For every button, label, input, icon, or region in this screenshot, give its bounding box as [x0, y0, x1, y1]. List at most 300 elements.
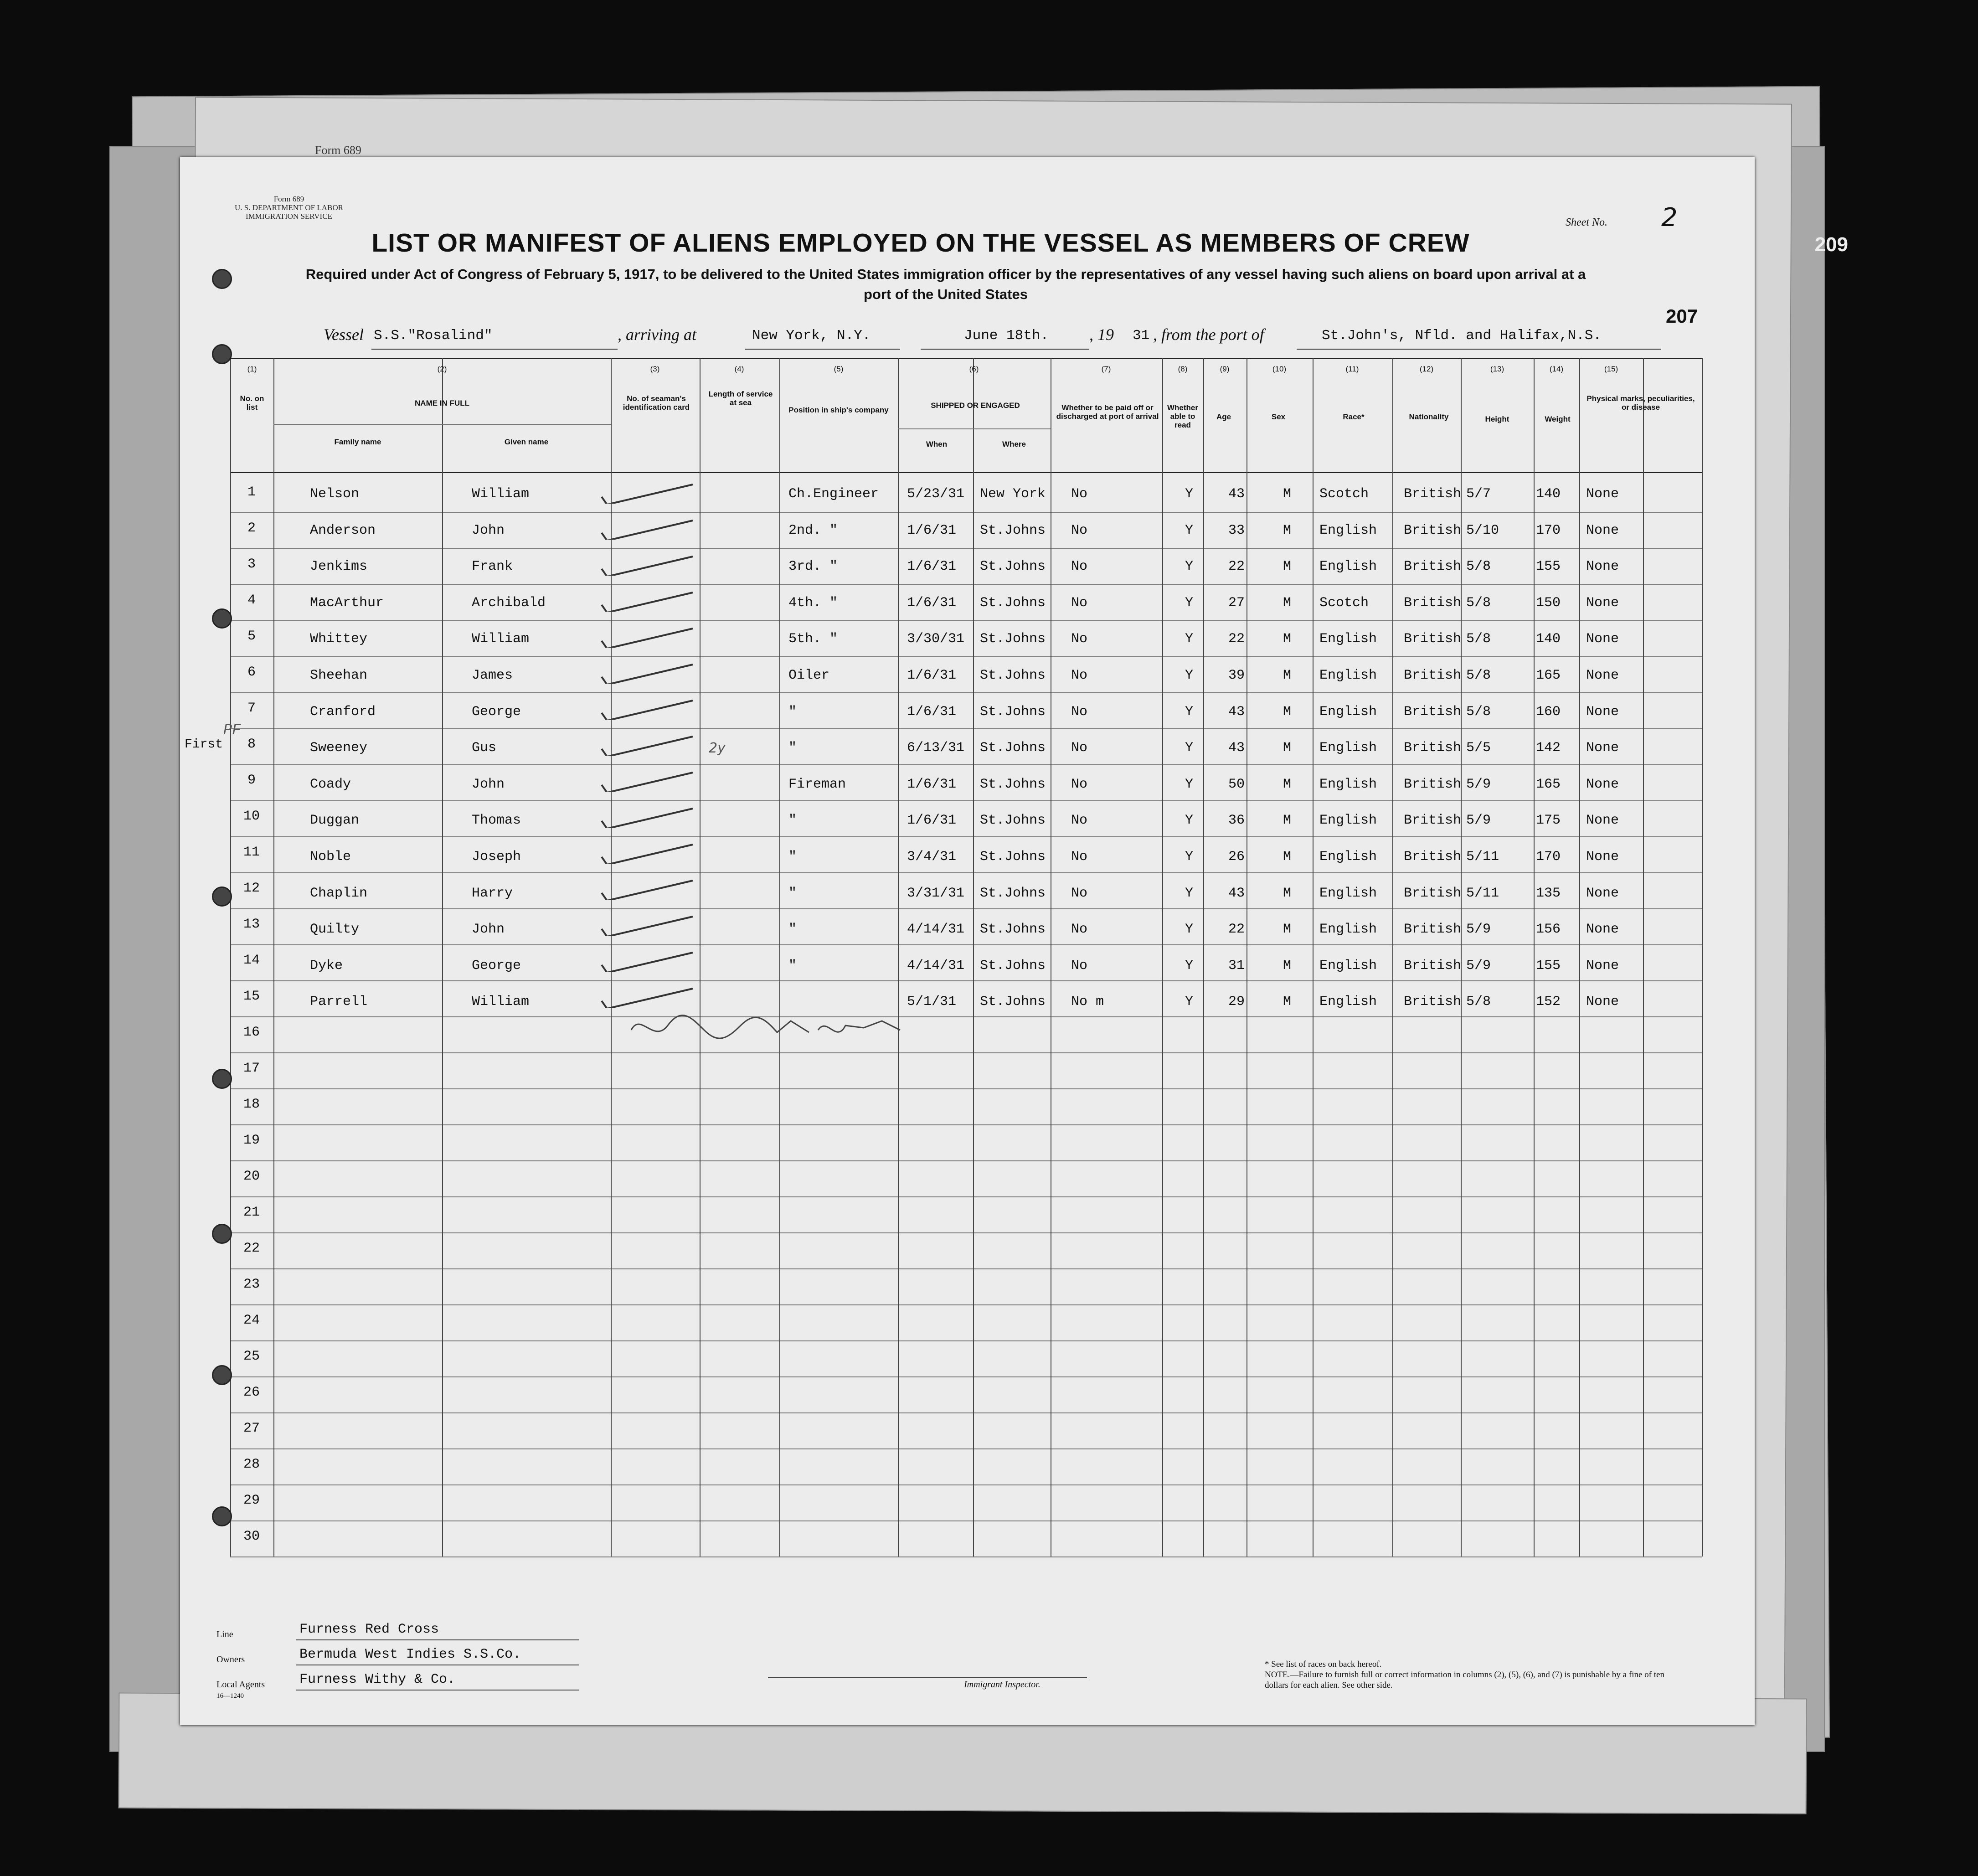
cell-read: Y — [1185, 849, 1194, 865]
check-mark-icon — [597, 913, 697, 936]
cell-position: 5th. " — [788, 631, 838, 647]
cell-sex: M — [1283, 486, 1292, 502]
crew-table — [180, 157, 1755, 1725]
row-number: 20 — [243, 1169, 260, 1184]
cell-family: Sweeney — [310, 740, 368, 756]
cell-race: English — [1319, 522, 1377, 538]
cell-given: James — [472, 668, 513, 683]
cell-when: 1/6/31 — [907, 704, 957, 720]
column-rule — [779, 358, 780, 1556]
cell-where: St.Johns — [980, 849, 1046, 865]
cell-height: 5/11 — [1466, 849, 1499, 865]
cell-position: " — [788, 885, 797, 901]
cell-weight: 152 — [1536, 994, 1561, 1010]
cell-race: English — [1319, 559, 1377, 575]
check-mark-icon — [597, 733, 697, 756]
row-number: 12 — [243, 881, 260, 896]
row-rule — [230, 1268, 1702, 1269]
cell-nationality: British — [1404, 559, 1462, 575]
row-number: 15 — [243, 989, 260, 1004]
cell-height: 5/9 — [1466, 776, 1491, 792]
column-number: (11) — [1345, 365, 1359, 373]
cell-where: St.Johns — [980, 922, 1046, 938]
cell-nationality: British — [1404, 595, 1462, 611]
cell-when: 3/30/31 — [907, 631, 965, 647]
column-rule — [898, 358, 899, 1556]
cell-race: Scotch — [1319, 595, 1369, 611]
column-number: (7) — [1101, 365, 1111, 373]
cell-when: 1/6/31 — [907, 813, 957, 829]
row-rule — [230, 1304, 1702, 1305]
cell-when: 1/6/31 — [907, 776, 957, 792]
name-sub-rule — [273, 424, 611, 425]
punch-hole — [212, 344, 232, 364]
cell-position: " — [788, 740, 797, 756]
cell-age: 43 — [1228, 885, 1245, 901]
form-id: Form 689 U. S. DEPARTMENT OF LABOR IMMIGRATION SERVICE — [235, 195, 343, 221]
cell-race: English — [1319, 849, 1377, 865]
cell-position: 4th. " — [788, 595, 838, 611]
row-rule — [230, 620, 1702, 621]
cell-read: Y — [1185, 522, 1194, 538]
sheet-number: 2 — [1661, 203, 1678, 232]
cell-weight: 140 — [1536, 631, 1561, 647]
row-rule — [230, 1088, 1702, 1089]
cell-given: John — [472, 522, 505, 538]
cell-weight: 156 — [1536, 922, 1561, 938]
header-no-on-list: No. on list — [240, 394, 264, 412]
cell-age: 31 — [1228, 958, 1245, 974]
cell-sex: M — [1283, 522, 1292, 538]
check-mark-icon — [597, 841, 697, 864]
page-title: LIST OR MANIFEST OF ALIENS EMPLOYED ON THE VESSEL AS MEMBERS OF CREW — [371, 228, 1470, 258]
cell-age: 43 — [1228, 740, 1245, 756]
punch-hole — [212, 1506, 232, 1526]
cell-sex: M — [1283, 994, 1292, 1010]
header-physical: Physical marks, peculiarities, or disease — [1587, 394, 1695, 412]
cell-where: St.Johns — [980, 595, 1046, 611]
cell-weight: 165 — [1536, 776, 1561, 792]
cell-height: 5/9 — [1466, 958, 1491, 974]
footnote: * See list of races on back hereof. NOTE.—Failure to furnish full or correct information in columns (2), (5), (6), and (7) is punishable by a fine of ten dollars for each alien. See other side. — [1265, 1660, 1664, 1690]
column-number: (2) — [437, 365, 447, 373]
row-rule — [230, 1052, 1702, 1053]
cell-weight: 142 — [1536, 740, 1561, 756]
column-number: (10) — [1272, 365, 1287, 373]
cell-sex: M — [1283, 849, 1292, 865]
column-number: (15) — [1604, 365, 1618, 373]
cell-nationality: British — [1404, 885, 1462, 901]
cell-position: " — [788, 849, 797, 865]
row-number: 24 — [243, 1313, 260, 1328]
column-number: (3) — [650, 365, 660, 373]
header-nationality: Nationality — [1409, 412, 1449, 421]
cell-where: St.Johns — [980, 958, 1046, 974]
row-number: 27 — [243, 1421, 260, 1436]
cell-where: St.Johns — [980, 631, 1046, 647]
cell-position: Oiler — [788, 668, 830, 683]
row-number: 6 — [247, 665, 256, 680]
header-given-name: Given name — [504, 438, 549, 446]
cell-marks: None — [1586, 885, 1619, 901]
check-mark-icon — [597, 481, 697, 504]
cell-marks: None — [1586, 813, 1619, 829]
cell-position: " — [788, 958, 797, 974]
margin-note-first: First — [185, 737, 223, 752]
cell-marks: None — [1586, 668, 1619, 683]
cell-marks: None — [1586, 958, 1619, 974]
from-port-label: , from the port of — [1153, 325, 1264, 344]
cell-height: 5/8 — [1466, 631, 1491, 647]
cell-paid: No m — [1071, 994, 1104, 1010]
cell-where: St.Johns — [980, 704, 1046, 720]
punch-hole — [212, 1224, 232, 1244]
cell-given: John — [472, 776, 505, 792]
cell-marks: None — [1586, 849, 1619, 865]
cell-position: " — [788, 704, 797, 720]
row-rule — [230, 1196, 1702, 1197]
row-rule — [230, 1016, 1702, 1017]
line-label: Line — [216, 1629, 233, 1639]
row-number: 1 — [247, 484, 256, 500]
cell-nationality: British — [1404, 958, 1462, 974]
check-mark-icon — [597, 625, 697, 648]
cell-where: St.Johns — [980, 994, 1046, 1010]
cell-weight: 170 — [1536, 522, 1561, 538]
cell-given: Gus — [472, 740, 497, 756]
cell-age: 43 — [1228, 486, 1245, 502]
cell-family: Noble — [310, 849, 351, 865]
cell-where: St.Johns — [980, 813, 1046, 829]
cell-paid: No — [1071, 704, 1088, 720]
row-rule — [230, 1484, 1702, 1485]
cell-race: English — [1319, 631, 1377, 647]
row-number: 14 — [243, 953, 260, 968]
cell-nationality: British — [1404, 486, 1462, 502]
cell-service: 2y — [709, 740, 726, 757]
header-name-in-full: NAME IN FULL — [415, 399, 469, 407]
cell-read: Y — [1185, 595, 1194, 611]
column-number: (4) — [734, 365, 744, 373]
row-rule — [230, 548, 1702, 549]
cell-given: William — [472, 994, 530, 1010]
cell-height: 5/9 — [1466, 813, 1491, 829]
cell-race: English — [1319, 994, 1377, 1010]
cell-marks: None — [1586, 994, 1619, 1010]
header-weight: Weight — [1545, 415, 1571, 423]
cell-family: Anderson — [310, 522, 376, 538]
cell-family: Cranford — [310, 704, 376, 720]
column-number: (12) — [1419, 365, 1434, 373]
cell-age: 27 — [1228, 595, 1245, 611]
cell-age: 22 — [1228, 922, 1245, 938]
cell-sex: M — [1283, 595, 1292, 611]
column-rule — [1643, 358, 1644, 1556]
cell-sex: M — [1283, 559, 1292, 575]
cell-family: Parrell — [310, 994, 368, 1010]
column-number: (9) — [1220, 365, 1230, 373]
cell-family: Coady — [310, 776, 351, 792]
cell-sex: M — [1283, 704, 1292, 720]
cell-height: 5/7 — [1466, 486, 1491, 502]
cell-given: John — [472, 922, 505, 938]
row-rule — [230, 980, 1702, 981]
owners-value: Bermuda West Indies S.S.Co. — [299, 1647, 521, 1662]
cell-where: St.Johns — [980, 522, 1046, 538]
punch-hole — [212, 886, 232, 907]
cell-family: Quilty — [310, 922, 360, 938]
cell-family: Whittey — [310, 631, 368, 647]
cell-paid: No — [1071, 740, 1088, 756]
row-rule — [230, 1556, 1702, 1557]
column-rule — [1392, 358, 1393, 1556]
check-mark-icon — [597, 517, 697, 540]
cell-position: " — [788, 813, 797, 829]
row-number: 2 — [247, 521, 256, 536]
cell-nationality: British — [1404, 522, 1462, 538]
row-rule — [230, 656, 1702, 657]
cell-position: 2nd. " — [788, 522, 838, 538]
cell-when: 5/23/31 — [907, 486, 965, 502]
cell-sex: M — [1283, 885, 1292, 901]
cell-race: English — [1319, 885, 1377, 901]
cell-marks: None — [1586, 486, 1619, 502]
manifest-sheet — [180, 157, 1755, 1725]
row-number: 3 — [247, 557, 256, 572]
cell-weight: 135 — [1536, 885, 1561, 901]
punch-hole — [212, 1365, 232, 1385]
cell-given: George — [472, 704, 521, 720]
row-rule — [230, 1520, 1702, 1521]
cell-weight: 170 — [1536, 849, 1561, 865]
punch-hole — [212, 269, 232, 289]
handwritten-note-icon — [627, 1007, 909, 1048]
column-number: (6) — [969, 365, 979, 373]
row-rule — [230, 764, 1702, 765]
margin-note-pf: PF — [223, 722, 241, 738]
cell-nationality: British — [1404, 776, 1462, 792]
header-race: Race* — [1343, 412, 1365, 421]
cell-age: 39 — [1228, 668, 1245, 683]
cell-when: 4/14/31 — [907, 922, 965, 938]
cell-weight: 160 — [1536, 704, 1561, 720]
row-rule — [230, 692, 1702, 693]
row-number: 19 — [243, 1133, 260, 1148]
row-rule — [230, 800, 1702, 801]
cell-given: Frank — [472, 559, 513, 575]
cell-race: English — [1319, 922, 1377, 938]
owners-label: Owners — [216, 1654, 245, 1665]
header-family-name: Family name — [334, 438, 381, 446]
cell-when: 1/6/31 — [907, 668, 957, 683]
row-number: 29 — [243, 1493, 260, 1508]
cell-nationality: British — [1404, 740, 1462, 756]
cell-where: New York — [980, 486, 1046, 502]
header-where: Where — [1002, 440, 1026, 448]
inspector-label: Immigrant Inspector. — [964, 1680, 1041, 1690]
cell-where: St.Johns — [980, 740, 1046, 756]
cell-sex: M — [1283, 776, 1292, 792]
cell-marks: None — [1586, 922, 1619, 938]
sheet-number-label: Sheet No. — [1566, 216, 1607, 228]
column-rule — [1313, 358, 1314, 1556]
cell-sex: M — [1283, 668, 1292, 683]
row-number: 11 — [243, 845, 260, 860]
cell-read: Y — [1185, 704, 1194, 720]
cell-height: 5/8 — [1466, 595, 1491, 611]
cell-weight: 155 — [1536, 958, 1561, 974]
cell-position: Fireman — [788, 776, 846, 792]
header-age: Age — [1216, 412, 1231, 421]
form-code: 16—1240 — [216, 1692, 244, 1700]
cell-paid: No — [1071, 813, 1088, 829]
vessel-name: S.S."Rosalind" — [374, 328, 493, 344]
column-rule — [1702, 358, 1703, 1556]
check-mark-icon — [597, 805, 697, 828]
cell-when: 3/31/31 — [907, 885, 965, 901]
cell-given: Archibald — [472, 595, 546, 611]
cell-sex: M — [1283, 813, 1292, 829]
cell-nationality: British — [1404, 849, 1462, 865]
cell-weight: 150 — [1536, 595, 1561, 611]
underlying-form-id: Form 689 — [315, 144, 361, 157]
cell-read: Y — [1185, 668, 1194, 683]
cell-paid: No — [1071, 631, 1088, 647]
cell-where: St.Johns — [980, 668, 1046, 683]
agents-label: Local Agents — [216, 1680, 265, 1690]
column-rule — [273, 358, 274, 1556]
shipped-sub-rule — [898, 428, 1051, 429]
row-number: 22 — [243, 1241, 260, 1256]
cell-age: 33 — [1228, 522, 1245, 538]
cell-where: St.Johns — [980, 885, 1046, 901]
column-number: (13) — [1490, 365, 1504, 373]
row-number: 23 — [243, 1277, 260, 1292]
cell-race: English — [1319, 958, 1377, 974]
row-rule — [230, 872, 1702, 873]
agents-value: Furness Withy & Co. — [299, 1672, 456, 1687]
header-sex: Sex — [1271, 412, 1286, 421]
arrival-date: June 18th. — [964, 328, 1049, 344]
row-number: 9 — [247, 773, 256, 788]
row-rule — [230, 1448, 1702, 1449]
row-rule — [230, 908, 1702, 909]
cell-age: 26 — [1228, 849, 1245, 865]
cell-height: 5/9 — [1466, 922, 1491, 938]
cell-weight: 175 — [1536, 813, 1561, 829]
stamp-number: 207 — [1666, 305, 1698, 327]
cell-given: Thomas — [472, 813, 521, 829]
cell-given: Harry — [472, 885, 513, 901]
cell-family: Nelson — [310, 486, 360, 502]
check-mark-icon — [597, 949, 697, 972]
row-number: 7 — [247, 701, 256, 716]
cell-read: Y — [1185, 559, 1194, 575]
cell-when: 1/6/31 — [907, 522, 957, 538]
line-value: Furness Red Cross — [299, 1622, 439, 1637]
side-page-number: 209 — [1814, 233, 1848, 256]
row-rule — [230, 1340, 1702, 1341]
row-number: 16 — [243, 1025, 260, 1040]
cell-sex: M — [1283, 958, 1292, 974]
cell-nationality: British — [1404, 668, 1462, 683]
cell-read: Y — [1185, 922, 1194, 938]
cell-weight: 165 — [1536, 668, 1561, 683]
header-able-read: Whether able to read — [1167, 403, 1198, 429]
cell-when: 1/6/31 — [907, 559, 957, 575]
departure-port: St.John's, Nfld. and Halifax,N.S. — [1322, 328, 1602, 344]
cell-read: Y — [1185, 813, 1194, 829]
row-number: 8 — [247, 737, 256, 752]
cell-nationality: British — [1404, 631, 1462, 647]
header-paid-off: Whether to be paid off or discharged at port of arrival — [1056, 403, 1159, 421]
cell-family: MacArthur — [310, 595, 384, 611]
arrival-port: New York, N.Y. — [752, 328, 871, 344]
column-number: (14) — [1549, 365, 1564, 373]
row-number: 5 — [247, 629, 256, 644]
check-mark-icon — [597, 985, 697, 1008]
cell-race: English — [1319, 740, 1377, 756]
cell-when: 1/6/31 — [907, 595, 957, 611]
row-rule — [230, 512, 1702, 513]
cell-paid: No — [1071, 885, 1088, 901]
row-number: 26 — [243, 1385, 260, 1400]
cell-read: Y — [1185, 885, 1194, 901]
row-number: 30 — [243, 1529, 260, 1544]
check-mark-icon — [597, 553, 697, 576]
row-rule — [230, 836, 1702, 837]
cell-position: Ch.Engineer — [788, 486, 879, 502]
cell-sex: M — [1283, 922, 1292, 938]
cell-nationality: British — [1404, 704, 1462, 720]
cell-position: 3rd. " — [788, 559, 838, 575]
row-number: 4 — [247, 593, 256, 608]
cell-sex: M — [1283, 740, 1292, 756]
column-rule — [973, 358, 974, 1556]
row-rule — [230, 1232, 1702, 1233]
arriving-label: , arriving at — [618, 325, 697, 344]
row-rule — [230, 944, 1702, 945]
cell-nationality: British — [1404, 813, 1462, 829]
cell-height: 5/5 — [1466, 740, 1491, 756]
cell-marks: None — [1586, 631, 1619, 647]
cell-family: Duggan — [310, 813, 360, 829]
cell-when: 4/14/31 — [907, 958, 965, 974]
arrival-year: 31 — [1133, 328, 1150, 344]
cell-given: Joseph — [472, 849, 521, 865]
cell-where: St.Johns — [980, 559, 1046, 575]
cell-marks: None — [1586, 522, 1619, 538]
cell-weight: 140 — [1536, 486, 1561, 502]
punch-hole — [212, 608, 232, 629]
column-number: (8) — [1178, 365, 1188, 373]
row-rule — [230, 1124, 1702, 1125]
cell-race: English — [1319, 776, 1377, 792]
cell-age: 22 — [1228, 631, 1245, 647]
check-mark-icon — [597, 661, 697, 684]
row-number: 25 — [243, 1349, 260, 1364]
column-rule — [1534, 358, 1535, 1556]
cell-marks: None — [1586, 595, 1619, 611]
cell-marks: None — [1586, 704, 1619, 720]
cell-family: Jenkims — [310, 559, 368, 575]
cell-paid: No — [1071, 595, 1088, 611]
cell-race: English — [1319, 668, 1377, 683]
cell-paid: No — [1071, 668, 1088, 683]
header-position: Position in ship's company — [788, 406, 889, 414]
cell-weight: 155 — [1536, 559, 1561, 575]
cell-paid: No — [1071, 559, 1088, 575]
